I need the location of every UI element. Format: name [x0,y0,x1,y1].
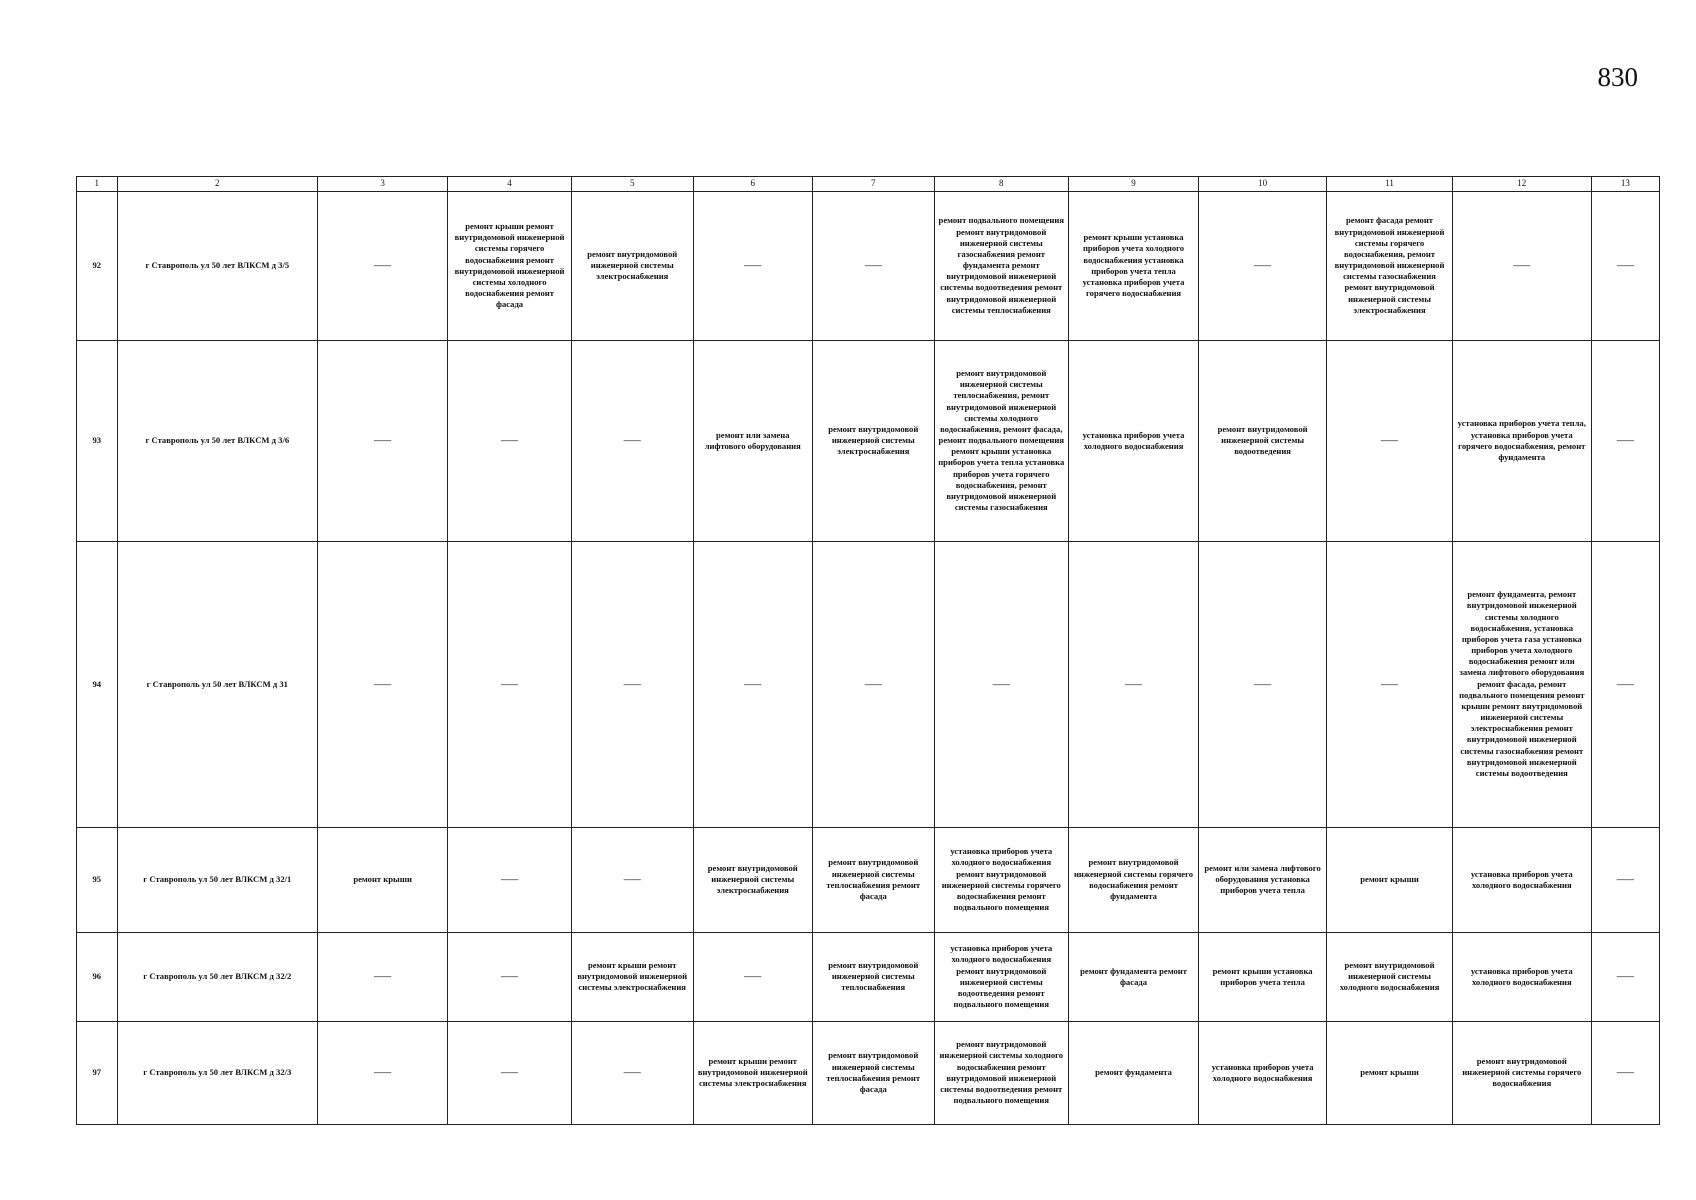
table-cell: —— [693,191,812,340]
table-cell: ремонт крыши ремонт внутридомовой инженерной системы электроснабжения [693,1021,812,1124]
table-cell: —— [693,932,812,1021]
table-cell: ремонт внутридомовой инженерной системы электроснабжения [693,827,812,932]
table-cell: ремонт крыши [318,827,448,932]
table-cell: ремонт крыши установка приборов учета тепла [1199,932,1327,1021]
table-cell: ремонт внутридомовой инженерной системы холодного водоснабжения ремонт внутридомовой инженерной системы водоотведения ремонт подвального помещения [934,1021,1068,1124]
table-cell: —— [934,541,1068,827]
table-cell: —— [1591,932,1659,1021]
table-cell: —— [1452,191,1591,340]
table-cell: ремонт внутридомовой инженерной системы электроснабжения [812,340,934,541]
table-cell: установка приборов учета холодного водоснабжения ремонт внутридомовой инженерной системы водоотведения ремонт подвального помещения [934,932,1068,1021]
row-number-cell: 97 [77,1021,118,1124]
table-cell: —— [1199,191,1327,340]
row-number-cell: 95 [77,827,118,932]
column-number-row [77,177,1660,192]
table-cell: —— [693,541,812,827]
table-row [77,541,1660,827]
table-cell: —— [1591,541,1659,827]
table-cell: —— [812,541,934,827]
table-cell: ремонт внутридомовой инженерной системы холодного водоснабжения [1327,932,1453,1021]
table-cell: —— [448,1021,572,1124]
row-number-cell: 94 [77,541,118,827]
table-cell: ремонт фасада ремонт внутридомовой инженерной системы горячего водоснабжения, ремонт внутридомовой инженерной системы газоснабжения ремонт внутридомовой инженерной системы электроснабжения [1327,191,1453,340]
table-cell: ремонт внутридомовой инженерной системы теплоснабжения [812,932,934,1021]
table-cell: —— [1199,541,1327,827]
table-cell: —— [1327,541,1453,827]
table-cell: ремонт внутридомовой инженерной системы электроснабжения [571,191,693,340]
table-cell: —— [571,340,693,541]
table-cell: —— [571,827,693,932]
table-cell: ремонт подвального помещения ремонт внутридомовой инженерной системы газоснабжения ремонт фундамента ремонт внутридомовой инженерной системы водоотведения ремонт внутридомовой инженерной системы теплоснабжения [934,191,1068,340]
table-row [77,340,1660,541]
table-cell: установка приборов учета холодного водоснабжения [1452,932,1591,1021]
table-row [77,1021,1660,1124]
column-header: 11 [1327,177,1453,192]
column-header: 6 [693,177,812,192]
table-cell: —— [812,191,934,340]
address-cell: г Ставрополь ул 50 лет ВЛКСМ д 3/6 [117,340,318,541]
table-cell: —— [571,1021,693,1124]
address-cell: г Ставрополь ул 50 лет ВЛКСМ д 32/1 [117,827,318,932]
row-number-cell: 93 [77,340,118,541]
table-cell: ремонт внутридомовой инженерной системы горячего водоснабжения ремонт фундамента [1068,827,1198,932]
table-cell: —— [1591,1021,1659,1124]
table-cell: —— [448,541,572,827]
table-cell: ремонт крыши установка приборов учета холодного водоснабжения установка приборов учета тепла установка приборов учета горячего водоснабжения [1068,191,1198,340]
table-cell: ремонт внутридомовой инженерной системы теплоснабжения ремонт фасада [812,827,934,932]
table-cell: ремонт крыши [1327,827,1453,932]
table-cell: ремонт или замена лифтового оборудования [693,340,812,541]
table-cell: установка приборов учета холодного водоснабжения [1068,340,1198,541]
column-header: 10 [1199,177,1327,192]
column-header: 12 [1452,177,1591,192]
column-header: 5 [571,177,693,192]
column-header: 2 [117,177,318,192]
column-header: 8 [934,177,1068,192]
table-cell: ремонт крыши [1327,1021,1453,1124]
table-cell: установка приборов учета холодного водоснабжения [1452,827,1591,932]
repair-schedule-table [76,176,1660,1125]
table-row [77,827,1660,932]
table-row [77,191,1660,340]
table-cell: ремонт или замена лифтового оборудования установка приборов учета тепла [1199,827,1327,932]
table-cell: —— [1591,340,1659,541]
table-cell: ремонт внутридомовой инженерной системы теплоснабжения, ремонт внутридомовой инженерной системы холодного водоснабжения, ремонт фасада, ремонт подвального помещения ремонт крыши установка приборов учета тепла установка приборов учета горячего водоснабжения, ремонт внутридомовой инженерной системы газоснабжения [934,340,1068,541]
table-cell: —— [318,932,448,1021]
column-header: 1 [77,177,118,192]
table-cell: ремонт внутридомовой инженерной системы горячего водоснабжения [1452,1021,1591,1124]
table-cell: ремонт фундамента, ремонт внутридомовой инженерной системы холодного водоснабжения, установка приборов учета газа установка приборов учета холодного водоснабжения ремонт или замена лифтового оборудования ремонт фасада, ремонт подвального помещения ремонт крыши ремонт внутридомовой инженерной системы электроснабжения ремонт внутридомовой инженерной системы газоснабжения ремонт внутридомовой инженерной системы водоотведения [1452,541,1591,827]
column-header: 4 [448,177,572,192]
address-cell: г Ставрополь ул 50 лет ВЛКСМ д 3/5 [117,191,318,340]
table-cell: установка приборов учета тепла, установка приборов учета горячего водоснабжения, ремонт фундамента [1452,340,1591,541]
row-number-cell: 96 [77,932,118,1021]
address-cell: г Ставрополь ул 50 лет ВЛКСМ д 32/2 [117,932,318,1021]
column-header: 13 [1591,177,1659,192]
table-cell: ремонт внутридомовой инженерной системы водоотведения [1199,340,1327,541]
address-cell: г Ставрополь ул 50 лет ВЛКСМ д 32/3 [117,1021,318,1124]
table-cell: —— [318,191,448,340]
table-cell: —— [1068,541,1198,827]
table-cell: установка приборов учета холодного водоснабжения ремонт внутридомовой инженерной системы горячего водоснабжения ремонт подвального помещения [934,827,1068,932]
row-number-cell: 92 [77,191,118,340]
column-header: 3 [318,177,448,192]
column-header: 9 [1068,177,1198,192]
table-cell: ремонт крыши ремонт внутридомовой инженерной системы электроснабжения [571,932,693,1021]
table-cell: установка приборов учета холодного водоснабжения [1199,1021,1327,1124]
table-cell: —— [448,340,572,541]
table-row [77,932,1660,1021]
table-cell: ремонт фундамента ремонт фасада [1068,932,1198,1021]
table-cell: —— [318,1021,448,1124]
table-cell: —— [318,541,448,827]
table-cell: —— [318,340,448,541]
table-cell: —— [1591,191,1659,340]
column-header: 7 [812,177,934,192]
table-cell: —— [1591,827,1659,932]
table-cell: —— [448,827,572,932]
page-number: 830 [1597,62,1638,92]
table-cell: —— [571,541,693,827]
table-cell: —— [448,932,572,1021]
address-cell: г Ставрополь ул 50 лет ВЛКСМ д 31 [117,541,318,827]
table-cell: —— [1327,340,1453,541]
table-cell: ремонт крыши ремонт внутридомовой инженерной системы горячего водоснабжения ремонт внутридомовой инженерной системы холодного водоснабжения ремонт фасада [448,191,572,340]
table-cell: ремонт фундамента [1068,1021,1198,1124]
table-cell: ремонт внутридомовой инженерной системы теплоснабжения ремонт фасада [812,1021,934,1124]
